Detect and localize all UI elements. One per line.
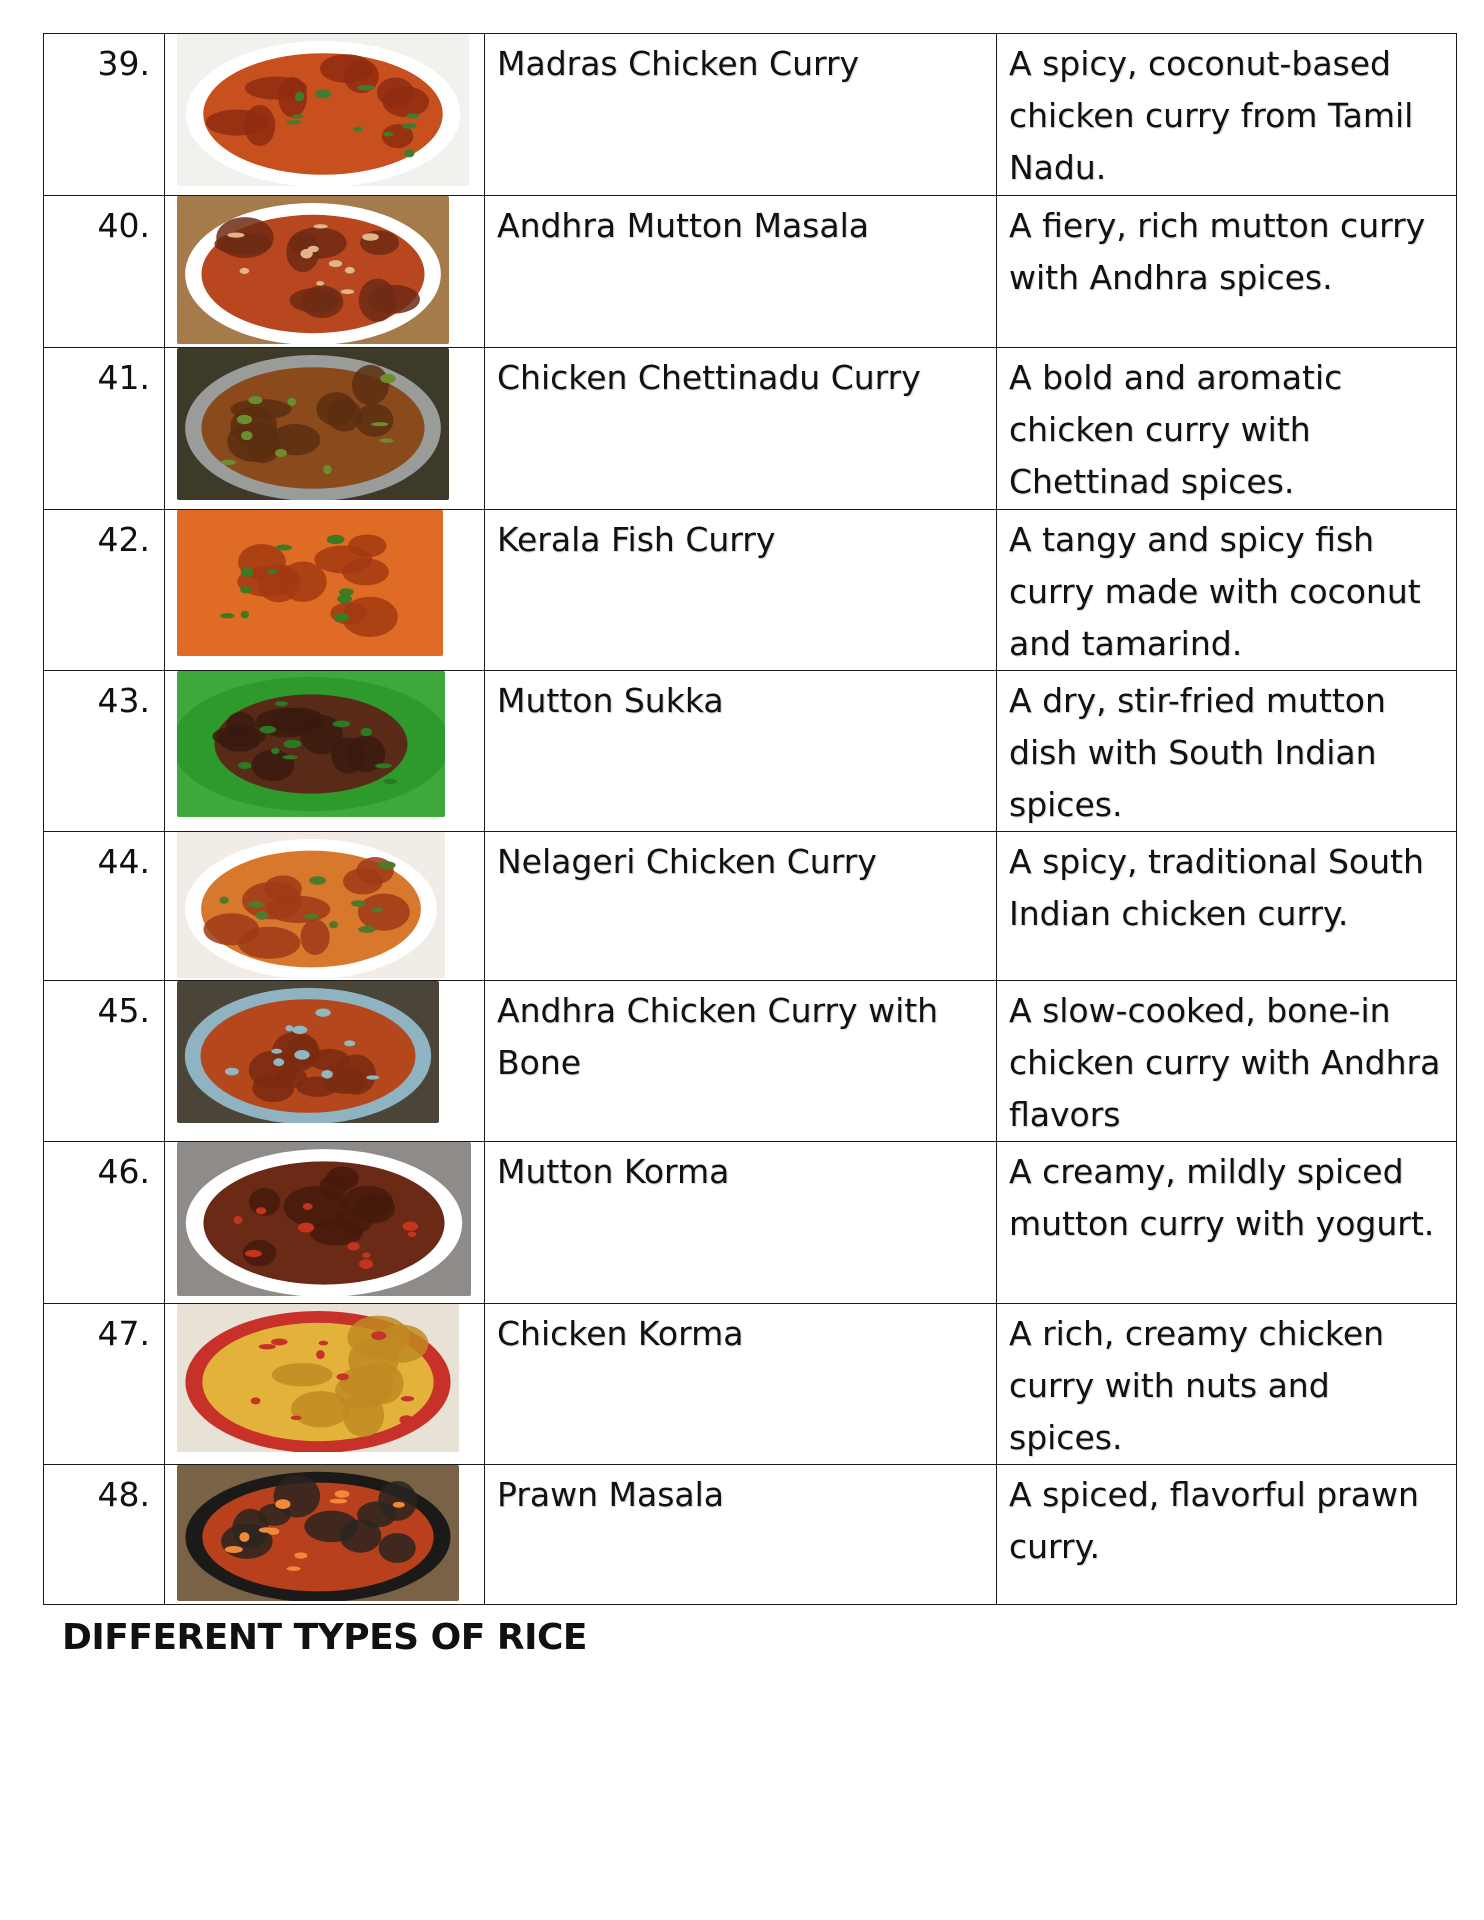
dish-number: 45. — [44, 981, 165, 1142]
dish-number: 47. — [44, 1304, 165, 1465]
dish-photo — [177, 510, 443, 656]
table-row — [44, 510, 1457, 671]
dish-description: A slow-cooked, bone-in chicken curry with Andhra flavors — [997, 981, 1457, 1142]
dish-photo-cell — [165, 832, 485, 981]
dish-description: A dry, stir-fried mutton dish with South Indian spices. — [997, 671, 1457, 832]
dish-photo — [177, 196, 449, 344]
dish-photo — [177, 671, 445, 817]
dish-name: Mutton Sukka — [485, 671, 997, 832]
dish-description: A spicy, coconut-based chicken curry from Tamil Nadu. — [997, 34, 1457, 196]
dish-description: A fiery, rich mutton curry with Andhra spices. — [997, 196, 1457, 348]
table-row — [44, 348, 1457, 510]
dish-number: 42. — [44, 510, 165, 671]
table-row — [44, 34, 1457, 196]
dish-photo — [177, 981, 439, 1123]
dish-photo — [177, 348, 449, 500]
dish-photo — [177, 1304, 459, 1452]
table-row — [44, 196, 1457, 348]
dish-description: A bold and aromatic chicken curry with Chettinad spices. — [997, 348, 1457, 510]
dish-photo — [177, 34, 469, 186]
dish-number: 39. — [44, 34, 165, 196]
dish-number: 41. — [44, 348, 165, 510]
table-row — [44, 832, 1457, 981]
dish-photo-cell — [165, 671, 485, 832]
dish-photo-cell — [165, 1142, 485, 1304]
dish-photo-cell — [165, 34, 485, 196]
table-row — [44, 1465, 1457, 1605]
dish-description: A creamy, mildly spiced mutton curry with yogurt. — [997, 1142, 1457, 1304]
dish-name: Mutton Korma — [485, 1142, 997, 1304]
dish-photo — [177, 832, 445, 978]
dish-name: Chicken Korma — [485, 1304, 997, 1465]
dish-photo-cell — [165, 348, 485, 510]
dish-photo — [177, 1142, 471, 1296]
dish-photo-cell — [165, 1465, 485, 1605]
dish-number: 43. — [44, 671, 165, 832]
dish-photo-cell — [165, 1304, 485, 1465]
dish-photo-cell — [165, 981, 485, 1142]
dish-description: A spiced, flavorful prawn curry. — [997, 1465, 1457, 1605]
dish-name: Nelageri Chicken Curry — [485, 832, 997, 981]
dish-name: Andhra Mutton Masala — [485, 196, 997, 348]
dish-description: A rich, creamy chicken curry with nuts and spices. — [997, 1304, 1457, 1465]
dish-description: A spicy, traditional South Indian chicken curry. — [997, 832, 1457, 981]
dish-photo — [177, 1465, 459, 1601]
dish-table — [43, 33, 1457, 1605]
dish-number: 48. — [44, 1465, 165, 1605]
dish-name: Prawn Masala — [485, 1465, 997, 1605]
dish-number: 44. — [44, 832, 165, 981]
table-row — [44, 981, 1457, 1142]
dish-name: Chicken Chettinadu Curry — [485, 348, 997, 510]
dish-name: Kerala Fish Curry — [485, 510, 997, 671]
dish-photo-cell — [165, 510, 485, 671]
section-heading: DIFFERENT TYPES OF RICE — [62, 1617, 588, 1658]
dish-table-body — [44, 34, 1457, 1605]
table-row — [44, 1304, 1457, 1465]
dish-name: Madras Chicken Curry — [485, 34, 997, 196]
dish-photo-cell — [165, 196, 485, 348]
table-row — [44, 1142, 1457, 1304]
dish-number: 40. — [44, 196, 165, 348]
dish-name: Andhra Chicken Curry with Bone — [485, 981, 997, 1142]
table-row — [44, 671, 1457, 832]
dish-number: 46. — [44, 1142, 165, 1304]
dish-description: A tangy and spicy fish curry made with coconut and tamarind. — [997, 510, 1457, 671]
